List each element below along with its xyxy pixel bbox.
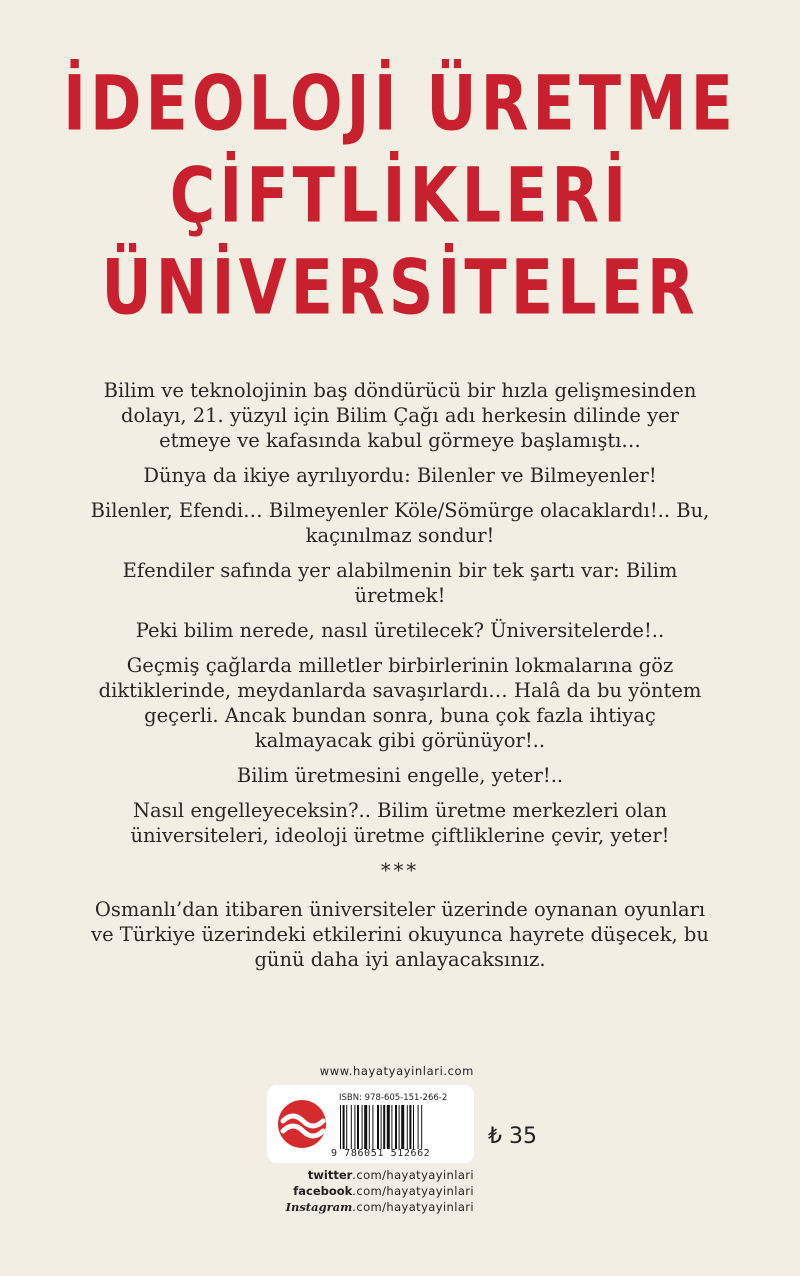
price: ₺ 35: [488, 1124, 537, 1149]
barcode-bar: [351, 1105, 352, 1149]
paragraph: Dünya da ikiye ayrılıyordu: Bilenler ve Bilmeyenler!: [143, 464, 657, 487]
barcode-bar: [369, 1105, 370, 1149]
instagram-brand: Instagram: [285, 1200, 353, 1214]
barcode-bar: [354, 1105, 355, 1149]
title-line-2: ÇİFTLİKLERİ: [169, 150, 631, 240]
social-instagram[interactable]: [262, 1200, 474, 1214]
paragraph: Efendiler safında yer alabilmenin bir tek şartı var: Bilim üretmek!: [122, 559, 678, 607]
barcode-bar: [413, 1105, 414, 1149]
social-facebook[interactable]: [262, 1184, 474, 1198]
barcode-bar: [346, 1105, 347, 1149]
publisher-website[interactable]: www.hayatyayinlari.com: [319, 1064, 474, 1078]
barcode-bar: [391, 1105, 392, 1149]
barcode-bar: [421, 1105, 422, 1149]
barcode-bar: [377, 1105, 379, 1149]
paragraph: Bilenler, Efendi… Bilmeyenler Köle/Sömürge olacaklardı!.. Bu, kaçınılmaz sondur!: [90, 499, 710, 547]
paragraph: Geçmiş çağlarda milletler birbirlerinin lokmalarına göz diktiklerinde, meydanlarda savaşırlardı… Halâ da bu yöntem geçerli. Ancak bundan sonra, buna çok fazla ihtiyaç kalmayacak gibi görünüyor!..: [98, 654, 702, 752]
paragraph: Bilim ve teknolojinin baş döndürücü bir hızla gelişmesinden dolayı, 21. yüzyıl için Bilim Çağı adı herkesin dilinde yer etmeye ve kafasında kabul görmeye başlamıştı…: [103, 379, 697, 452]
barcode-bar: [383, 1105, 385, 1149]
social-twitter[interactable]: [262, 1168, 474, 1182]
isbn-label: ISBN: 978-605-151-266-2: [339, 1093, 448, 1103]
barcode-panel: [267, 1085, 474, 1163]
twitter-handle: .com/hayatyayinlari: [352, 1168, 474, 1182]
barcode-icon: [339, 1105, 467, 1149]
publisher-logo-icon: [277, 1099, 327, 1149]
barcode-bar: [372, 1105, 373, 1149]
barcode-bar: [401, 1105, 404, 1149]
title-line-3: ÜNİVERSİTELER: [101, 242, 699, 332]
barcode-bar: [381, 1105, 382, 1149]
barcode-digits: 9 786051 512662: [331, 1148, 431, 1159]
barcode-bar: [418, 1105, 419, 1149]
paragraph: Nasıl engelleyeceksin?.. Bilim üretme merkezleri olan üniversiteleri, ideoloji üretme çiftliklerine çevir, yeter!: [130, 799, 670, 847]
barcode-bar: [357, 1105, 359, 1149]
barcode-bar: [343, 1105, 345, 1149]
facebook-brand: facebook: [293, 1184, 353, 1198]
barcode-bar: [395, 1105, 397, 1149]
barcode-bar: [364, 1105, 367, 1149]
instagram-handle: .com/hayatyayinlari: [352, 1200, 474, 1214]
twitter-brand: twitter: [307, 1168, 353, 1182]
barcode-bar: [399, 1105, 400, 1149]
paragraph: Bilim üretmesini engelle, yeter!..: [236, 764, 564, 787]
back-cover-text: [90, 378, 710, 982]
closing-paragraph: Osmanlı’dan itibaren üniversiteler üzerinde oynanan oyunları ve Türkiye üzerindeki etkilerini okuyunca hayrete düşecek, bu günü daha iyi anlayacaksınız.: [91, 898, 709, 971]
barcode-bar: [387, 1105, 390, 1149]
barcode-bar: [340, 1105, 341, 1149]
barcode-bar: [362, 1105, 363, 1149]
paragraph: Peki bilim nerede, nasıl üretilecek? Üniversitelerde!..: [135, 619, 665, 642]
barcode-bar: [409, 1105, 411, 1149]
barcode-bar: [407, 1105, 408, 1149]
facebook-handle: .com/hayatyayinlari: [352, 1184, 474, 1198]
title-line-1: İDEOLOJİ ÜRETME: [62, 58, 738, 148]
book-title: [0, 58, 800, 334]
separator: ***: [380, 859, 420, 882]
